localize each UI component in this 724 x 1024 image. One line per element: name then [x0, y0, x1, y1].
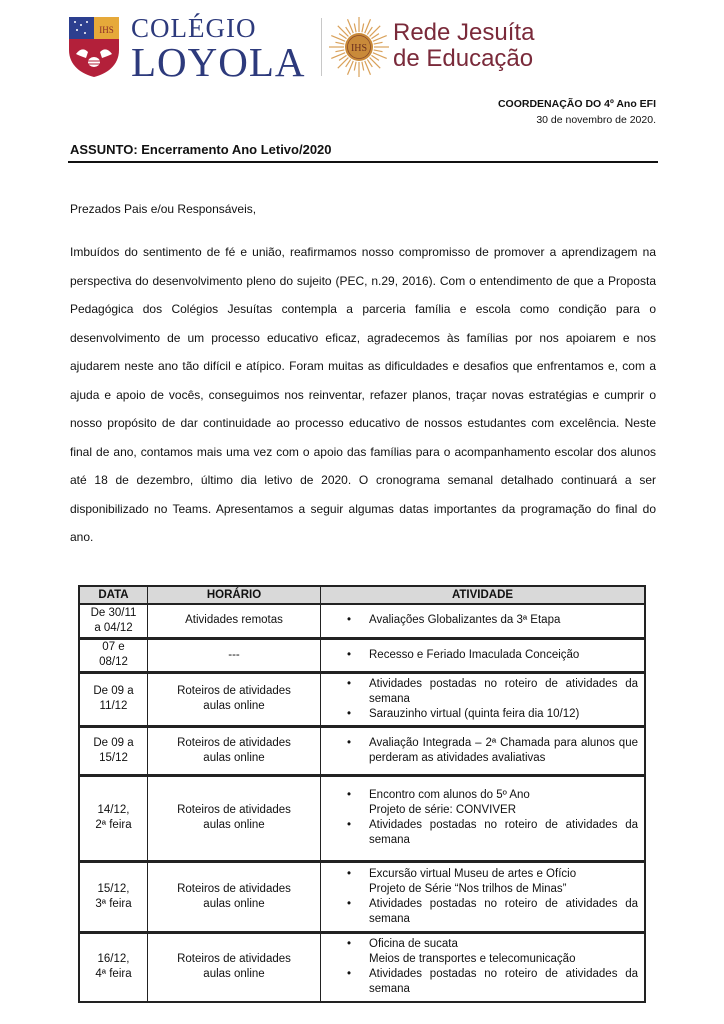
coordination-department: COORDENAÇÃO DO 4º Ano EFI [497, 98, 656, 110]
bullet-icon: • [347, 648, 352, 661]
letter-body: Imbuídos do sentimento de fé e união, reafirmamos nosso compromisso de promover a aprendizagem na perspectiva do desenvolvimento pleno do sujeito (PEC, n.29, 2016). Com o entendimento de que a Proposta Pedagógica dos Colégios Jesuítas contempla a parceria família e escola como condição para o desenvolvimento de um processo educativo eficaz, agradecemos às famílias por nos apoiarem e nos ajudarem neste ano tão difícil e atípico. Foram muitas as dificuldades e desafios que enfrentamos e, com a ajuda e apoio de vocês, conseguimos nos reinventar, refazer planos, traçar novas estratégias e cumprir o nosso propósito de dar continuidade ao processo educativo de nossos estudantes com excelência. Neste final de ano, contamos mais uma vez com o apoio das famílias para o acompanhamento escolar dos alunos até 18 de dezembro, último dia letivo de 2020. O cronograma semanal detalhado continuará a ser disponibilizado no Teams. Apresentamos a seguir algumas datas importantes da programação do final do ano. [70, 245, 656, 544]
subject-line: ASSUNTO: Encerramento Ano Letivo/2020 [70, 142, 332, 157]
date-line: 2ª feira [95, 819, 132, 831]
schedule-row [79, 604, 645, 638]
wordmark-rede-jesuita: Rede Jesuíta [393, 19, 535, 46]
cell-activity [321, 638, 646, 672]
cell-time [148, 604, 321, 638]
sun-ray [354, 62, 356, 71]
greeting: Prezados Pais e/ou Responsáveis, [70, 202, 257, 216]
activity-text: Avaliações Globalizantes da 3ª Etapa [369, 614, 561, 627]
subject-underline [68, 161, 658, 163]
wordmark-colegio: COLÉGIO [131, 13, 257, 43]
logo-divider [321, 18, 322, 76]
bullet-icon: • [347, 707, 352, 720]
schedule-header-row [79, 586, 645, 604]
date-line: 15/12, [97, 882, 130, 895]
activity-list [339, 736, 638, 766]
time-line: Roteiros de atividades [177, 685, 291, 697]
bullet-icon: • [347, 677, 352, 690]
activity-item [347, 648, 638, 663]
sun-ray [338, 58, 349, 69]
cell-date [79, 672, 148, 726]
header-atividade: ATIVIDADE [321, 586, 646, 604]
cell-date [79, 932, 148, 1002]
sun-ray [346, 27, 351, 34]
ihs-sun-seal-icon [328, 16, 390, 78]
activity-item [347, 613, 638, 628]
bullet-icon: • [347, 938, 352, 951]
activity-item [347, 818, 638, 848]
activity-text: Atividades postadas no roteiro de atividades da semana [369, 897, 638, 925]
cell-time [148, 861, 321, 932]
activity-item [347, 707, 638, 722]
schedule-row [79, 861, 645, 932]
letterhead [0, 0, 724, 90]
activity-text: Atividades postadas no roteiro de atividades da semana [369, 819, 638, 846]
bullet-icon: • [347, 789, 352, 801]
sun-ray [370, 26, 381, 37]
activity-subtext: Projeto de Série “Nos trilhos de Minas” [369, 882, 567, 895]
time-line: aulas online [203, 897, 265, 910]
activity-list [339, 788, 638, 848]
activity-item [347, 867, 638, 897]
sun-ray [370, 58, 381, 69]
date-line: De 09 a [93, 736, 134, 749]
schedule-row [79, 932, 645, 1002]
cell-date [79, 604, 148, 638]
activity-text: Recesso e Feriado Imaculada Conceição [369, 648, 580, 661]
schedule-row [79, 726, 645, 775]
coordination-block [498, 96, 656, 128]
cell-activity [321, 604, 646, 638]
cell-activity [321, 672, 646, 726]
seal-ihs-text: IHS [350, 43, 368, 54]
activity-subtext: Projeto de série: CONVIVER [369, 804, 517, 816]
date-line: 15/12 [99, 751, 128, 764]
bullet-icon: • [347, 819, 352, 831]
activity-text: Avaliação Integrada – 2ª Chamada para alunos que perderam as atividades avaliativas [369, 736, 638, 764]
date-line: 11/12 [99, 700, 128, 712]
header-data: DATA [79, 586, 148, 604]
date-line: De 30/11 [90, 606, 137, 619]
sun-ray [362, 62, 364, 71]
date-line: De 09 a [93, 685, 134, 697]
activity-text: Excursão virtual Museu de artes e Ofício [369, 867, 577, 880]
activity-item [347, 736, 638, 766]
bullet-icon: • [347, 968, 352, 981]
time-line: aulas online [203, 700, 265, 712]
shield-ihs-text: IHS [99, 25, 114, 35]
time-line: Roteiros de atividades [177, 736, 291, 749]
schedule-row [79, 775, 645, 861]
cell-time [148, 672, 321, 726]
sun-ray [371, 34, 378, 39]
time-line: Atividades remotas [185, 614, 283, 627]
activity-list [339, 613, 638, 628]
sun-ray [367, 59, 372, 66]
time-line: aulas online [203, 968, 265, 981]
sun-ray [339, 34, 346, 39]
activity-subtext: Meios de transportes e telecomunicação [369, 953, 576, 966]
time-line: Roteiros de atividades [177, 804, 291, 816]
activity-text: Encontro com alunos do 5º Ano [369, 789, 530, 801]
activity-item [347, 677, 638, 707]
sun-ray [346, 59, 351, 66]
activity-item [347, 897, 638, 927]
date-line: a 04/12 [94, 621, 133, 634]
cell-activity [321, 775, 646, 861]
schedule-body [79, 604, 645, 1002]
colegio-loyola-shield-icon [68, 16, 120, 78]
date-line: 07 e [102, 641, 125, 653]
activity-list [339, 867, 638, 927]
sun-ray [374, 42, 383, 44]
wordmark-loyola: LOYOLA [131, 39, 306, 85]
sun-ray [335, 42, 344, 44]
sun-ray [338, 26, 349, 37]
schedule-row [79, 672, 645, 726]
cell-time [148, 932, 321, 1002]
cell-date [79, 726, 148, 775]
cell-date [79, 638, 148, 672]
cell-activity [321, 932, 646, 1002]
activity-text: Atividades postadas no roteiro de atividades da semana [369, 968, 638, 996]
sun-ray [362, 23, 364, 32]
bullet-icon: • [347, 897, 352, 910]
activity-text: Sarauzinho virtual (quinta feira dia 10/12) [369, 707, 580, 720]
sun-ray [371, 55, 378, 60]
cell-date [79, 775, 148, 861]
activity-list [339, 648, 638, 663]
activity-item [347, 788, 638, 818]
schedule-row [79, 638, 645, 672]
sun-ray [339, 55, 346, 60]
date-line: 14/12, [97, 804, 130, 816]
cell-time [148, 726, 321, 775]
cell-activity [321, 861, 646, 932]
time-line: Roteiros de atividades [177, 882, 291, 895]
time-line: Roteiros de atividades [177, 953, 291, 966]
cell-time [148, 775, 321, 861]
bullet-icon: • [347, 614, 352, 627]
wordmark-de-educacao: de Educação [393, 45, 534, 72]
sun-ray [335, 50, 344, 52]
activity-item [347, 937, 638, 967]
header-horario: HORÁRIO [148, 586, 321, 604]
date-line: 4ª feira [95, 968, 132, 981]
date-line: 3ª feira [95, 897, 132, 910]
cell-time [148, 638, 321, 672]
activity-text: Atividades postadas no roteiro de atividades da semana [369, 677, 638, 705]
time-line: --- [228, 648, 240, 661]
sun-ray [367, 27, 372, 34]
cell-date [79, 861, 148, 932]
date-line: 08/12 [99, 656, 128, 668]
date-line: 16/12, [97, 953, 130, 966]
bullet-icon: • [347, 867, 352, 880]
rede-jesuita-wordmark [393, 20, 534, 72]
schedule-table [78, 585, 646, 1003]
activity-item [347, 967, 638, 997]
activity-text: Oficina de sucata [369, 938, 458, 951]
time-line: aulas online [203, 819, 265, 831]
colegio-loyola-wordmark [131, 13, 306, 85]
letter-date: 30 de novembro de 2020. [536, 114, 656, 126]
bullet-icon: • [347, 736, 352, 749]
time-line: aulas online [203, 751, 265, 764]
cell-activity [321, 726, 646, 775]
sun-ray [374, 50, 383, 52]
activity-list [339, 937, 638, 997]
activity-list [339, 677, 638, 722]
sun-ray [354, 23, 356, 32]
